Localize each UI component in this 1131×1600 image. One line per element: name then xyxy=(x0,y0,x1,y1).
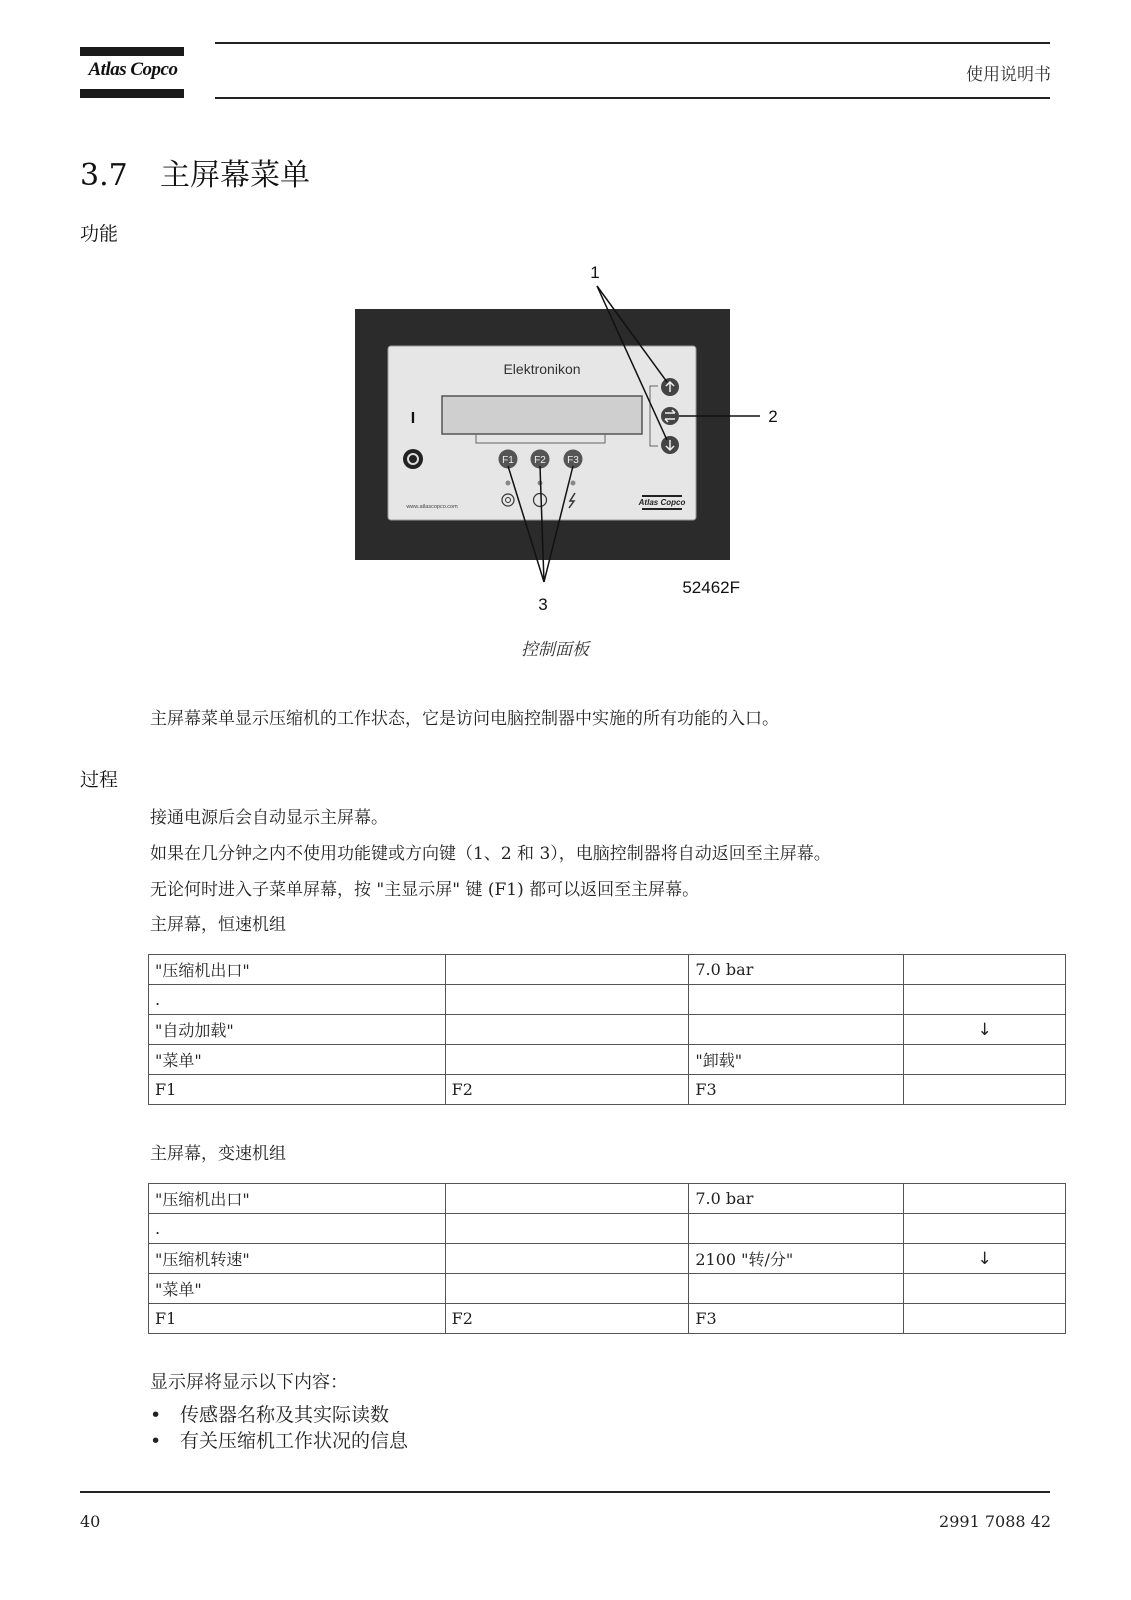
table-cell: F3 xyxy=(689,1304,904,1334)
table-cell: F1 xyxy=(149,1304,446,1334)
process-heading: 过程 xyxy=(80,769,119,791)
table-cell: "压缩机转速" xyxy=(149,1244,446,1274)
process-line-3: 无论何时进入子菜单屏幕，按 "主显示屏" 键 (F1) 都可以返回至主屏幕。 xyxy=(150,880,700,900)
table-cell xyxy=(904,1214,1066,1244)
main-screen-table-fixed-speed xyxy=(148,954,1066,1105)
figure-code: 52462F xyxy=(682,578,740,597)
arrow-down-icon: ↓ xyxy=(904,1015,1066,1045)
list-item-text: 有关压缩机工作状况的信息 xyxy=(180,1430,409,1452)
table-cell xyxy=(904,1274,1066,1304)
table-cell xyxy=(904,1304,1066,1334)
control-panel-figure xyxy=(0,0,1131,660)
table-cell: F2 xyxy=(445,1304,689,1334)
f1-key-label: F1 xyxy=(502,455,514,466)
table-row xyxy=(149,1214,1066,1244)
display-list xyxy=(150,1400,408,1452)
table-cell: F2 xyxy=(445,1075,689,1105)
f3-key-label: F3 xyxy=(567,455,579,466)
table-cell xyxy=(904,955,1066,985)
page-number: 40 xyxy=(80,1512,101,1531)
table-cell xyxy=(445,1214,689,1244)
logo-text: Atlas Copco xyxy=(88,59,178,80)
table-row xyxy=(149,1244,1066,1274)
function-heading: 功能 xyxy=(80,223,119,245)
section-number: 3.7 xyxy=(80,158,128,193)
process-line-1: 接通电源后会自动显示主屏幕。 xyxy=(150,808,388,828)
table-row xyxy=(149,1045,1066,1075)
table-cell: "菜单" xyxy=(149,1045,446,1075)
table-cell xyxy=(904,985,1066,1015)
callout-1: 1 xyxy=(590,263,600,282)
table-cell xyxy=(689,985,904,1015)
panel-logo: Atlas Copco xyxy=(638,498,686,507)
table-cell: "自动加载" xyxy=(149,1015,446,1045)
table-row xyxy=(149,1274,1066,1304)
tabulator-key xyxy=(661,407,679,425)
callout-2: 2 xyxy=(768,407,778,426)
callout-3: 3 xyxy=(538,595,548,614)
table-row xyxy=(149,985,1066,1015)
doc-title: 使用说明书 xyxy=(966,65,1051,85)
table-cell xyxy=(904,1075,1066,1105)
list-item xyxy=(150,1426,408,1452)
table-row xyxy=(149,1304,1066,1334)
table-cell: . xyxy=(149,985,446,1015)
table-cell xyxy=(689,1274,904,1304)
process-line-2: 如果在几分钟之内不使用功能键或方向键（1、2 和 3），电脑控制器将自动返回至主屏幕。 xyxy=(150,844,831,864)
table-cell: 2100 "转/分" xyxy=(689,1244,904,1274)
table-cell xyxy=(445,1184,689,1214)
footer-rule xyxy=(80,1491,1050,1493)
table-cell: 7.0 bar xyxy=(689,1184,904,1214)
table-cell xyxy=(445,1244,689,1274)
section-title-text: 主屏幕菜单 xyxy=(160,158,310,193)
table-row xyxy=(149,955,1066,985)
table-cell: F3 xyxy=(689,1075,904,1105)
table-cell xyxy=(904,1184,1066,1214)
main-screen-table-variable-speed xyxy=(148,1183,1066,1334)
table-cell xyxy=(445,1015,689,1045)
table-cell xyxy=(445,985,689,1015)
table-row xyxy=(149,1184,1066,1214)
display-heading: 显示屏将显示以下内容： xyxy=(150,1372,348,1393)
table-cell: 7.0 bar xyxy=(689,955,904,985)
arrow-down-icon: ↓ xyxy=(904,1244,1066,1274)
table-cell: . xyxy=(149,1214,446,1244)
table-cell xyxy=(904,1045,1066,1075)
table-cell xyxy=(445,1045,689,1075)
figure-caption: 控制面板 xyxy=(521,640,589,660)
table-cell xyxy=(445,955,689,985)
start-button-icon: I xyxy=(410,410,416,427)
document-number: 2991 7088 42 xyxy=(939,1512,1051,1531)
table-row xyxy=(149,1015,1066,1045)
panel-title: Elektronikon xyxy=(503,361,581,377)
table1-title: 主屏幕，恒速机组 xyxy=(150,915,286,935)
table-cell xyxy=(445,1274,689,1304)
function-description: 主屏幕菜单显示压缩机的工作状态，它是访问电脑控制器中实施的所有功能的入口。 xyxy=(150,709,779,729)
list-item-text: 传感器名称及其实际读数 xyxy=(180,1404,390,1426)
list-item xyxy=(150,1400,408,1426)
table-cell: "菜单" xyxy=(149,1274,446,1304)
table-cell: "压缩机出口" xyxy=(149,955,446,985)
table-row xyxy=(149,1075,1066,1105)
table-cell: "卸载" xyxy=(689,1045,904,1075)
table-cell xyxy=(689,1214,904,1244)
f2-key-label: F2 xyxy=(534,455,546,466)
table-cell: F1 xyxy=(149,1075,446,1105)
table-cell: "压缩机出口" xyxy=(149,1184,446,1214)
table2-title: 主屏幕，变速机组 xyxy=(150,1144,286,1164)
panel-website: www.atlascopco.com xyxy=(406,504,458,510)
table-cell xyxy=(689,1015,904,1045)
